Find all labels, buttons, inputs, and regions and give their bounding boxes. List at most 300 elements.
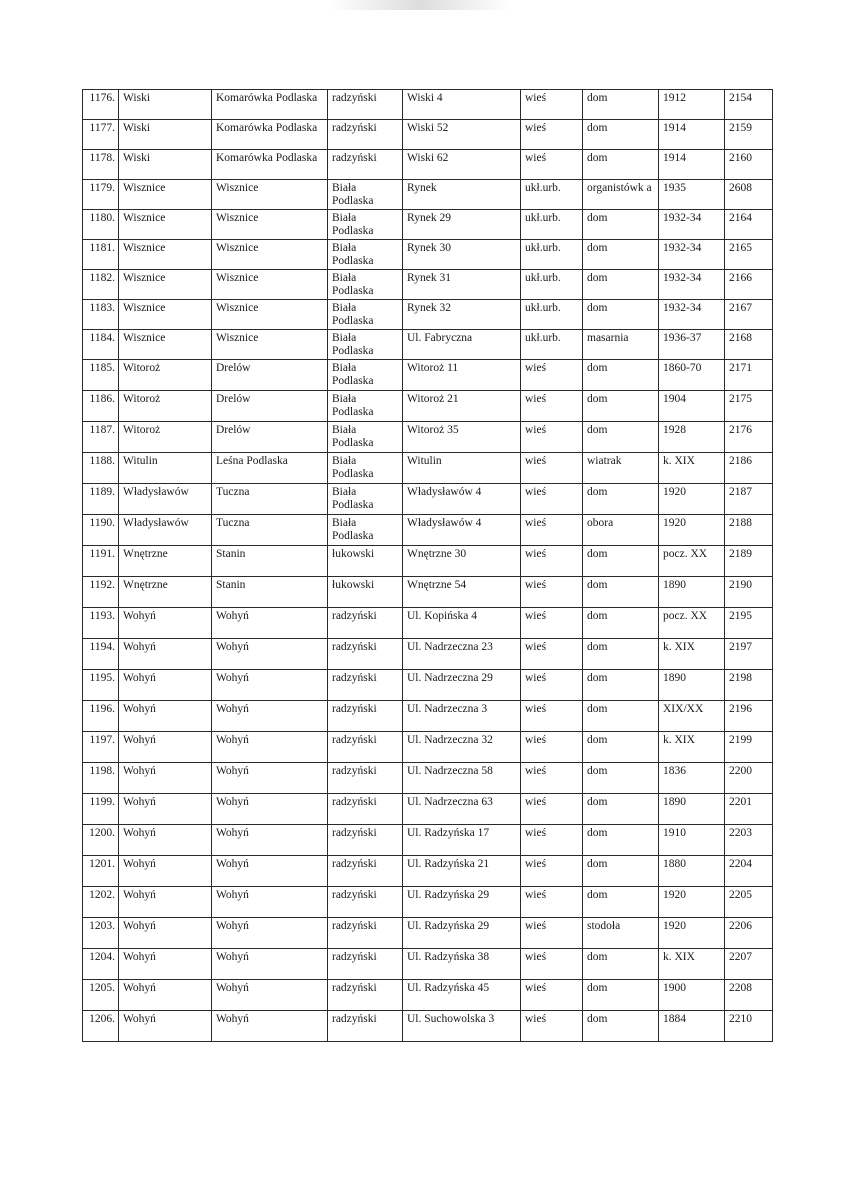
gmina-cell: Wohyń <box>212 608 328 639</box>
date-cell: 1932-34 <box>659 300 725 330</box>
row-number: 1194. <box>83 639 119 670</box>
powiat-cell: Biała Podlaska <box>328 240 403 270</box>
date-cell: 1914 <box>659 120 725 150</box>
register-number-cell: 2205 <box>725 887 773 918</box>
object-cell: obora <box>583 515 659 546</box>
gmina-cell: Drelów <box>212 422 328 453</box>
settlement-type-cell: wieś <box>521 608 583 639</box>
powiat-cell: Biała Podlaska <box>328 210 403 240</box>
row-number: 1180. <box>83 210 119 240</box>
powiat-cell: radzyński <box>328 120 403 150</box>
date-cell: 1932-34 <box>659 270 725 300</box>
register-number-cell: 2204 <box>725 856 773 887</box>
table-row <box>83 270 773 300</box>
row-number: 1206. <box>83 1011 119 1042</box>
date-cell: k. XIX <box>659 639 725 670</box>
locality-cell: Witoroż <box>119 422 212 453</box>
date-cell: 1928 <box>659 422 725 453</box>
table-row <box>83 180 773 210</box>
gmina-cell: Wohyń <box>212 949 328 980</box>
register-number-cell: 2186 <box>725 453 773 484</box>
address-cell: Ul. Radzyńska 21 <box>403 856 521 887</box>
register-number-cell: 2197 <box>725 639 773 670</box>
powiat-cell: radzyński <box>328 608 403 639</box>
address-cell: Rynek 29 <box>403 210 521 240</box>
settlement-type-cell: wieś <box>521 794 583 825</box>
object-cell: dom <box>583 856 659 887</box>
address-cell: Ul. Radzyńska 45 <box>403 980 521 1011</box>
registry-page <box>82 89 772 1042</box>
address-cell: Władysławów 4 <box>403 484 521 515</box>
object-cell: dom <box>583 639 659 670</box>
locality-cell: Wisznice <box>119 300 212 330</box>
locality-cell: Wohyń <box>119 763 212 794</box>
locality-cell: Władysławów <box>119 515 212 546</box>
address-cell: Ul. Kopińska 4 <box>403 608 521 639</box>
address-cell: Ul. Fabryczna <box>403 330 521 360</box>
register-number-cell: 2160 <box>725 150 773 180</box>
settlement-type-cell: wieś <box>521 763 583 794</box>
table-row <box>83 120 773 150</box>
table-row <box>83 300 773 330</box>
settlement-type-cell: wieś <box>521 484 583 515</box>
register-number-cell: 2199 <box>725 732 773 763</box>
date-cell: 1890 <box>659 577 725 608</box>
locality-cell: Witoroż <box>119 391 212 422</box>
date-cell: 1932-34 <box>659 240 725 270</box>
row-number: 1196. <box>83 701 119 732</box>
row-number: 1202. <box>83 887 119 918</box>
settlement-type-cell: wieś <box>521 949 583 980</box>
address-cell: Wnętrzne 54 <box>403 577 521 608</box>
powiat-cell: Biała Podlaska <box>328 330 403 360</box>
powiat-cell: radzyński <box>328 763 403 794</box>
settlement-type-cell: wieś <box>521 918 583 949</box>
date-cell: 1900 <box>659 980 725 1011</box>
settlement-type-cell: wieś <box>521 391 583 422</box>
address-cell: Rynek 31 <box>403 270 521 300</box>
settlement-type-cell: ukł.urb. <box>521 330 583 360</box>
gmina-cell: Wohyń <box>212 639 328 670</box>
row-number: 1179. <box>83 180 119 210</box>
date-cell: 1914 <box>659 150 725 180</box>
locality-cell: Wisznice <box>119 240 212 270</box>
settlement-type-cell: wieś <box>521 856 583 887</box>
table-row <box>83 210 773 240</box>
powiat-cell: Biała Podlaska <box>328 391 403 422</box>
table-row <box>83 918 773 949</box>
powiat-cell: radzyński <box>328 701 403 732</box>
table-row <box>83 856 773 887</box>
table-row <box>83 90 773 120</box>
gmina-cell: Wohyń <box>212 732 328 763</box>
powiat-cell: Biała Podlaska <box>328 515 403 546</box>
date-cell: pocz. XX <box>659 608 725 639</box>
register-number-cell: 2168 <box>725 330 773 360</box>
row-number: 1198. <box>83 763 119 794</box>
date-cell: k. XIX <box>659 949 725 980</box>
powiat-cell: Biała Podlaska <box>328 180 403 210</box>
row-number: 1191. <box>83 546 119 577</box>
table-row <box>83 608 773 639</box>
register-number-cell: 2608 <box>725 180 773 210</box>
table-row <box>83 484 773 515</box>
object-cell: wiatrak <box>583 453 659 484</box>
address-cell: Ul. Radzyńska 17 <box>403 825 521 856</box>
locality-cell: Wiski <box>119 120 212 150</box>
powiat-cell: radzyński <box>328 150 403 180</box>
powiat-cell: radzyński <box>328 887 403 918</box>
object-cell: dom <box>583 484 659 515</box>
scan-artifact <box>330 0 510 10</box>
register-number-cell: 2159 <box>725 120 773 150</box>
register-number-cell: 2188 <box>725 515 773 546</box>
powiat-cell: Biała Podlaska <box>328 453 403 484</box>
object-cell: dom <box>583 422 659 453</box>
object-cell: dom <box>583 391 659 422</box>
row-number: 1199. <box>83 794 119 825</box>
address-cell: Witoroż 21 <box>403 391 521 422</box>
register-number-cell: 2166 <box>725 270 773 300</box>
object-cell: dom <box>583 210 659 240</box>
table-row <box>83 763 773 794</box>
powiat-cell: radzyński <box>328 825 403 856</box>
locality-cell: Wnętrzne <box>119 577 212 608</box>
gmina-cell: Wohyń <box>212 825 328 856</box>
address-cell: Ul. Radzyńska 38 <box>403 949 521 980</box>
settlement-type-cell: wieś <box>521 639 583 670</box>
register-number-cell: 2210 <box>725 1011 773 1042</box>
gmina-cell: Wisznice <box>212 270 328 300</box>
row-number: 1183. <box>83 300 119 330</box>
row-number: 1197. <box>83 732 119 763</box>
settlement-type-cell: wieś <box>521 360 583 391</box>
settlement-type-cell: wieś <box>521 515 583 546</box>
locality-cell: Wohyń <box>119 856 212 887</box>
object-cell: dom <box>583 732 659 763</box>
date-cell: 1920 <box>659 918 725 949</box>
settlement-type-cell: wieś <box>521 670 583 701</box>
settlement-type-cell: ukł.urb. <box>521 300 583 330</box>
table-row <box>83 150 773 180</box>
registry-rows <box>83 90 773 1042</box>
settlement-type-cell: wieś <box>521 150 583 180</box>
register-number-cell: 2176 <box>725 422 773 453</box>
address-cell: Ul. Radzyńska 29 <box>403 918 521 949</box>
locality-cell: Witoroż <box>119 360 212 391</box>
object-cell: dom <box>583 90 659 120</box>
address-cell: Rynek <box>403 180 521 210</box>
register-number-cell: 2154 <box>725 90 773 120</box>
register-number-cell: 2203 <box>725 825 773 856</box>
gmina-cell: Leśna Podlaska <box>212 453 328 484</box>
date-cell: pocz. XX <box>659 546 725 577</box>
gmina-cell: Wohyń <box>212 670 328 701</box>
table-row <box>83 1011 773 1042</box>
powiat-cell: łukowski <box>328 546 403 577</box>
settlement-type-cell: ukł.urb. <box>521 240 583 270</box>
locality-cell: Wiski <box>119 90 212 120</box>
settlement-type-cell: wieś <box>521 980 583 1011</box>
settlement-type-cell: ukł.urb. <box>521 180 583 210</box>
table-row <box>83 515 773 546</box>
settlement-type-cell: wieś <box>521 887 583 918</box>
row-number: 1186. <box>83 391 119 422</box>
settlement-type-cell: wieś <box>521 825 583 856</box>
object-cell: dom <box>583 240 659 270</box>
address-cell: Ul. Nadrzeczna 58 <box>403 763 521 794</box>
settlement-type-cell: wieś <box>521 120 583 150</box>
settlement-type-cell: wieś <box>521 701 583 732</box>
powiat-cell: Biała Podlaska <box>328 270 403 300</box>
gmina-cell: Wisznice <box>212 180 328 210</box>
date-cell: 1884 <box>659 1011 725 1042</box>
powiat-cell: radzyński <box>328 90 403 120</box>
settlement-type-cell: wieś <box>521 732 583 763</box>
gmina-cell: Wisznice <box>212 300 328 330</box>
address-cell: Ul. Suchowolska 3 <box>403 1011 521 1042</box>
locality-cell: Wohyń <box>119 825 212 856</box>
register-number-cell: 2200 <box>725 763 773 794</box>
gmina-cell: Wohyń <box>212 701 328 732</box>
gmina-cell: Tuczna <box>212 484 328 515</box>
gmina-cell: Tuczna <box>212 515 328 546</box>
gmina-cell: Wohyń <box>212 763 328 794</box>
locality-cell: Wohyń <box>119 949 212 980</box>
date-cell: k. XIX <box>659 453 725 484</box>
locality-cell: Wohyń <box>119 1011 212 1042</box>
gmina-cell: Stanin <box>212 546 328 577</box>
table-row <box>83 701 773 732</box>
date-cell: 1860-70 <box>659 360 725 391</box>
register-number-cell: 2167 <box>725 300 773 330</box>
object-cell: dom <box>583 701 659 732</box>
object-cell: dom <box>583 980 659 1011</box>
gmina-cell: Wohyń <box>212 980 328 1011</box>
monument-registry-table <box>82 89 773 1042</box>
row-number: 1178. <box>83 150 119 180</box>
table-row <box>83 546 773 577</box>
address-cell: Wiski 52 <box>403 120 521 150</box>
powiat-cell: Biała Podlaska <box>328 484 403 515</box>
powiat-cell: radzyński <box>328 639 403 670</box>
address-cell: Ul. Nadrzeczna 32 <box>403 732 521 763</box>
register-number-cell: 2187 <box>725 484 773 515</box>
row-number: 1193. <box>83 608 119 639</box>
powiat-cell: radzyński <box>328 949 403 980</box>
date-cell: 1890 <box>659 794 725 825</box>
table-row <box>83 422 773 453</box>
address-cell: Wiski 4 <box>403 90 521 120</box>
object-cell: dom <box>583 949 659 980</box>
row-number: 1181. <box>83 240 119 270</box>
gmina-cell: Komarówka Podlaska <box>212 150 328 180</box>
locality-cell: Wohyń <box>119 794 212 825</box>
row-number: 1188. <box>83 453 119 484</box>
row-number: 1200. <box>83 825 119 856</box>
date-cell: 1912 <box>659 90 725 120</box>
object-cell: dom <box>583 825 659 856</box>
row-number: 1184. <box>83 330 119 360</box>
address-cell: Rynek 30 <box>403 240 521 270</box>
address-cell: Wnętrzne 30 <box>403 546 521 577</box>
table-row <box>83 887 773 918</box>
settlement-type-cell: wieś <box>521 453 583 484</box>
address-cell: Ul. Nadrzeczna 63 <box>403 794 521 825</box>
settlement-type-cell: ukł.urb. <box>521 210 583 240</box>
locality-cell: Wohyń <box>119 918 212 949</box>
gmina-cell: Wohyń <box>212 918 328 949</box>
gmina-cell: Stanin <box>212 577 328 608</box>
object-cell: stodoła <box>583 918 659 949</box>
register-number-cell: 2165 <box>725 240 773 270</box>
row-number: 1187. <box>83 422 119 453</box>
register-number-cell: 2207 <box>725 949 773 980</box>
gmina-cell: Wohyń <box>212 1011 328 1042</box>
gmina-cell: Drelów <box>212 391 328 422</box>
register-number-cell: 2195 <box>725 608 773 639</box>
locality-cell: Wohyń <box>119 608 212 639</box>
table-row <box>83 732 773 763</box>
settlement-type-cell: wieś <box>521 1011 583 1042</box>
object-cell: dom <box>583 794 659 825</box>
date-cell: XIX/XX <box>659 701 725 732</box>
locality-cell: Wohyń <box>119 701 212 732</box>
address-cell: Rynek 32 <box>403 300 521 330</box>
table-row <box>83 980 773 1011</box>
address-cell: Wiski 62 <box>403 150 521 180</box>
address-cell: Witoroż 35 <box>403 422 521 453</box>
row-number: 1195. <box>83 670 119 701</box>
gmina-cell: Wohyń <box>212 887 328 918</box>
date-cell: 1890 <box>659 670 725 701</box>
register-number-cell: 2208 <box>725 980 773 1011</box>
row-number: 1205. <box>83 980 119 1011</box>
object-cell: dom <box>583 150 659 180</box>
settlement-type-cell: wieś <box>521 577 583 608</box>
powiat-cell: radzyński <box>328 918 403 949</box>
object-cell: dom <box>583 887 659 918</box>
address-cell: Władysławów 4 <box>403 515 521 546</box>
powiat-cell: Biała Podlaska <box>328 360 403 391</box>
locality-cell: Wohyń <box>119 980 212 1011</box>
object-cell: dom <box>583 360 659 391</box>
object-cell: dom <box>583 608 659 639</box>
table-row <box>83 794 773 825</box>
object-cell: dom <box>583 670 659 701</box>
locality-cell: Władysławów <box>119 484 212 515</box>
row-number: 1185. <box>83 360 119 391</box>
date-cell: 1904 <box>659 391 725 422</box>
table-row <box>83 360 773 391</box>
locality-cell: Wisznice <box>119 330 212 360</box>
address-cell: Witulin <box>403 453 521 484</box>
powiat-cell: radzyński <box>328 1011 403 1042</box>
row-number: 1201. <box>83 856 119 887</box>
locality-cell: Wisznice <box>119 210 212 240</box>
gmina-cell: Komarówka Podlaska <box>212 120 328 150</box>
row-number: 1203. <box>83 918 119 949</box>
powiat-cell: Biała Podlaska <box>328 300 403 330</box>
register-number-cell: 2164 <box>725 210 773 240</box>
address-cell: Ul. Nadrzeczna 29 <box>403 670 521 701</box>
object-cell: dom <box>583 1011 659 1042</box>
locality-cell: Wohyń <box>119 732 212 763</box>
address-cell: Witoroż 11 <box>403 360 521 391</box>
locality-cell: Witulin <box>119 453 212 484</box>
object-cell: dom <box>583 270 659 300</box>
powiat-cell: radzyński <box>328 670 403 701</box>
settlement-type-cell: wieś <box>521 422 583 453</box>
row-number: 1176. <box>83 90 119 120</box>
object-cell: organistówk a <box>583 180 659 210</box>
date-cell: 1935 <box>659 180 725 210</box>
powiat-cell: radzyński <box>328 732 403 763</box>
date-cell: 1880 <box>659 856 725 887</box>
row-number: 1204. <box>83 949 119 980</box>
gmina-cell: Komarówka Podlaska <box>212 90 328 120</box>
gmina-cell: Wisznice <box>212 330 328 360</box>
row-number: 1182. <box>83 270 119 300</box>
object-cell: dom <box>583 763 659 794</box>
table-row <box>83 453 773 484</box>
register-number-cell: 2198 <box>725 670 773 701</box>
register-number-cell: 2196 <box>725 701 773 732</box>
date-cell: 1936-37 <box>659 330 725 360</box>
object-cell: dom <box>583 300 659 330</box>
gmina-cell: Drelów <box>212 360 328 391</box>
table-row <box>83 949 773 980</box>
object-cell: dom <box>583 577 659 608</box>
table-row <box>83 391 773 422</box>
settlement-type-cell: ukł.urb. <box>521 270 583 300</box>
powiat-cell: radzyński <box>328 856 403 887</box>
locality-cell: Wnętrzne <box>119 546 212 577</box>
register-number-cell: 2175 <box>725 391 773 422</box>
address-cell: Ul. Nadrzeczna 23 <box>403 639 521 670</box>
gmina-cell: Wisznice <box>212 240 328 270</box>
gmina-cell: Wohyń <box>212 794 328 825</box>
register-number-cell: 2189 <box>725 546 773 577</box>
powiat-cell: radzyński <box>328 980 403 1011</box>
row-number: 1190. <box>83 515 119 546</box>
object-cell: masarnia <box>583 330 659 360</box>
register-number-cell: 2201 <box>725 794 773 825</box>
address-cell: Ul. Nadrzeczna 3 <box>403 701 521 732</box>
object-cell: dom <box>583 120 659 150</box>
date-cell: 1932-34 <box>659 210 725 240</box>
locality-cell: Wohyń <box>119 670 212 701</box>
date-cell: 1920 <box>659 515 725 546</box>
locality-cell: Wohyń <box>119 639 212 670</box>
object-cell: dom <box>583 546 659 577</box>
table-row <box>83 639 773 670</box>
register-number-cell: 2190 <box>725 577 773 608</box>
table-row <box>83 240 773 270</box>
register-number-cell: 2171 <box>725 360 773 391</box>
date-cell: 1920 <box>659 484 725 515</box>
register-number-cell: 2206 <box>725 918 773 949</box>
date-cell: 1910 <box>659 825 725 856</box>
gmina-cell: Wisznice <box>212 210 328 240</box>
settlement-type-cell: wieś <box>521 90 583 120</box>
table-row <box>83 670 773 701</box>
date-cell: 1836 <box>659 763 725 794</box>
settlement-type-cell: wieś <box>521 546 583 577</box>
locality-cell: Wisznice <box>119 180 212 210</box>
row-number: 1177. <box>83 120 119 150</box>
date-cell: k. XIX <box>659 732 725 763</box>
